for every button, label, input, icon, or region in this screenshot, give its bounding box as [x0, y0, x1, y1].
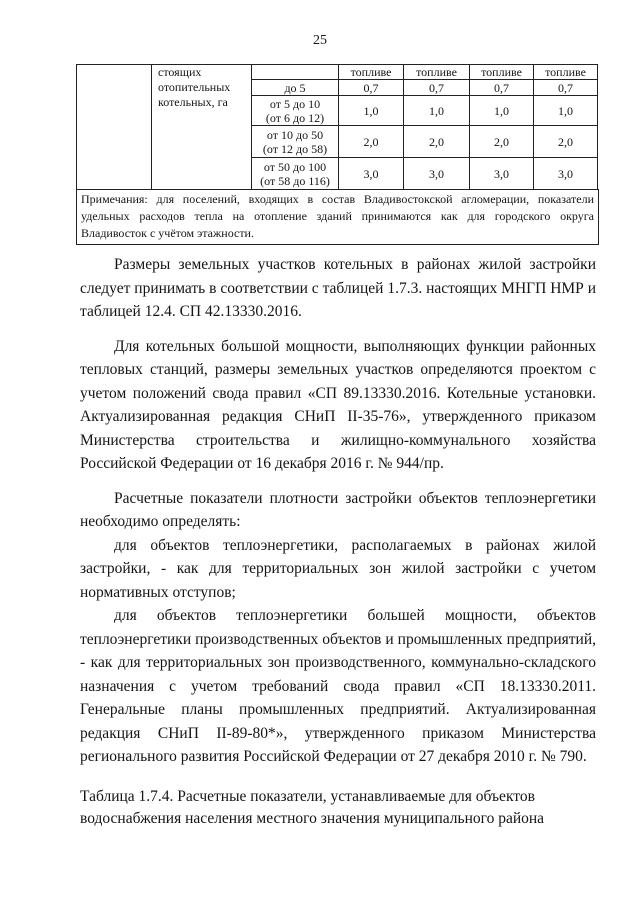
range-cell: до 5: [252, 80, 339, 96]
column-header: топливе: [470, 65, 534, 80]
value-cell: 0,7: [470, 80, 534, 96]
table-note: Примечания: для поселений, входящих в состав Владивостокской агломерации, показатели удельных расходов тепла на отопление зданий принимаются как для городского округа Владивосток с учётом этажности.: [76, 189, 599, 245]
value-cell: 1,0: [534, 96, 598, 126]
value-cell: 3,0: [339, 158, 404, 190]
caption-line: водоснабжения населения местного значения муниципального района: [80, 810, 545, 827]
value-cell: 1,0: [470, 96, 534, 126]
header-empty-cell: [252, 65, 339, 80]
body-text: [80, 253, 596, 769]
table-caption: [80, 786, 596, 830]
value-cell: 3,0: [534, 158, 598, 190]
table-category-cell: [152, 65, 252, 190]
value-cell: 3,0: [404, 158, 470, 190]
paragraph: Размеры земельных участков котельных в районах жилой застройки следует принимать в соответствии с таблицей 1.7.3. настоящих МНГП НМР и таблицей 12.4. СП 42.13330.2016.: [80, 256, 596, 320]
value-cell: 2,0: [534, 126, 598, 158]
page-number: 25: [313, 33, 327, 48]
value-cell: 2,0: [470, 126, 534, 158]
paragraph: Расчетные показатели плотности застройки объектов теплоэнергетики необходимо определять:: [80, 489, 596, 530]
value-cell: 0,7: [339, 80, 404, 96]
value-cell: 0,7: [404, 80, 470, 96]
heat-supply-table: [76, 64, 598, 190]
paragraph: для объектов теплоэнергетики большей мощности, объектов теплоэнергетики производственных объектов и промышленных предприятий, - как для территориальных зон производственного, коммунально-складского назначения с учетом требований свода правил «СП 18.13330.2011. Генеральные планы промышленных предприятий. Актуализированная редакция СНиП II-89-80*», утвержденного приказом Министерства регионального развития Российской Федерации от 27 декабря 2010 г. № 790.: [80, 607, 596, 765]
column-header: топливе: [534, 65, 598, 80]
category-line: стоящих: [158, 65, 202, 79]
column-header: топливе: [404, 65, 470, 80]
value-cell: 2,0: [339, 126, 404, 158]
paragraph: для объектов теплоэнергетики, располагаемых в районах жилой застройки, - как для территориальных зон жилой застройки с учетом нормативных отступов;: [80, 536, 596, 601]
table-side-cell: [77, 65, 152, 190]
table-header-row: [77, 65, 598, 80]
value-cell: 0,7: [534, 80, 598, 96]
value-cell: 2,0: [404, 126, 470, 158]
value-cell: 1,0: [404, 96, 470, 126]
value-cell: 1,0: [339, 96, 404, 126]
category-line: отопительных: [158, 80, 231, 94]
value-cell: 3,0: [470, 158, 534, 190]
category-line: котельных, га: [158, 95, 228, 109]
range-cell: от 50 до 100 (от 58 до 116): [252, 158, 339, 190]
column-header: топливе: [339, 65, 404, 80]
range-cell: от 10 до 50 (от 12 до 58): [252, 126, 339, 158]
range-cell: от 5 до 10 (от 6 до 12): [252, 96, 339, 126]
caption-line: Таблица 1.7.4. Расчетные показатели, устанавливаемые для объектов: [80, 788, 535, 805]
paragraph: Для котельных большой мощности, выполняющих функции районных тепловых станций, размеры земельных участков определяются проектом с учетом положений свода правил «СП 89.13330.2016. Котельные установки. Актуализированная редакция СНиП II-35-76», утвержденного приказом Министерства строительства и жилищно-коммунального хозяйства Российской Федерации от 16 декабря 2016 г. № 944/пр.: [80, 337, 596, 472]
